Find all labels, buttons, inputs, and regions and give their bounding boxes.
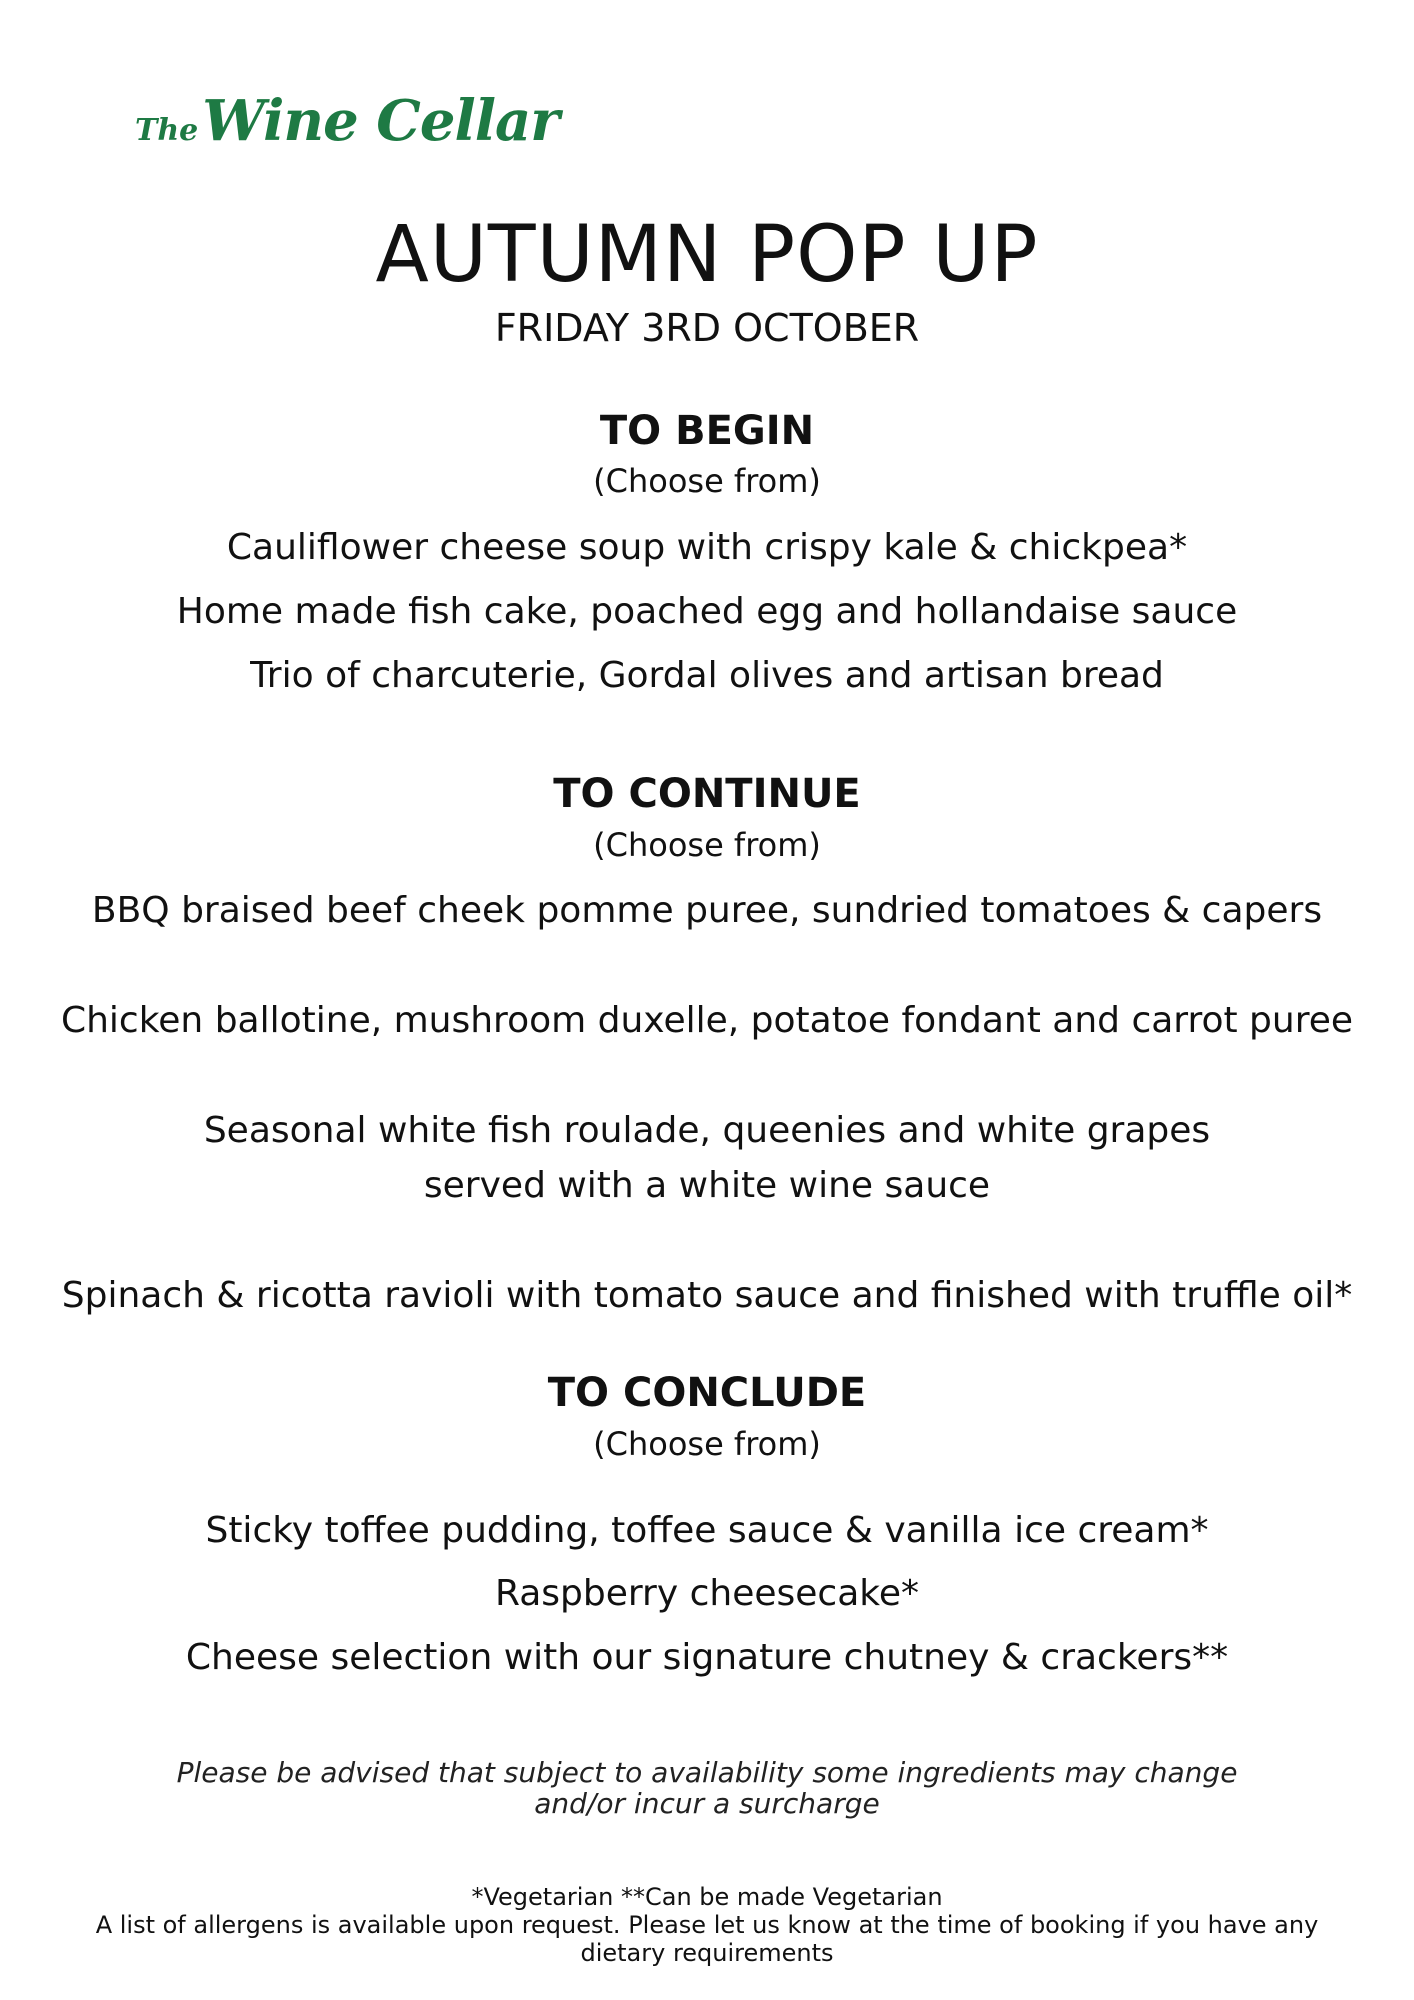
menu-item-dessert: Sticky toffee pudding, toffee sauce & vanilla ice cream* [205, 1510, 1209, 1551]
menu-item-main-continued: served with a white wine sauce [423, 1165, 991, 1206]
menu-item-main: Chicken ballotine, mushroom duxelle, potatoe fondant and carrot puree [60, 1000, 1354, 1041]
menu-item-dessert: Raspberry cheesecake* [495, 1573, 919, 1614]
logo-name: Wine Cellar [202, 88, 559, 154]
section-heading-conclude: TO CONCLUDE [547, 1370, 867, 1416]
menu-item-starter: Cauliflower cheese soup with crispy kale & chickpea* [226, 527, 1188, 568]
menu-date: FRIDAY 3RD OCTOBER [494, 306, 920, 350]
section-note-continue: (Choose from) [593, 826, 821, 864]
availability-disclaimer: Please be advised that subject to availability some ingredients may change [176, 1756, 1238, 1789]
section-note-conclude: (Choose from) [593, 1425, 821, 1463]
allergens-note-continued: dietary requirements [580, 1939, 834, 1967]
section-note-begin: (Choose from) [593, 462, 821, 500]
allergens-note: A list of allergens is available upon request. Please let us know at the time of booking if you have any [95, 1911, 1319, 1939]
menu-item-main: Seasonal white fish roulade, queenies and white grapes [203, 1110, 1211, 1151]
menu-item-main: BBQ braised beef cheek pomme puree, sundried tomatoes & capers [91, 890, 1323, 931]
availability-disclaimer-continued: and/or incur a surcharge [534, 1787, 880, 1820]
vegetarian-legend: *Vegetarian **Can be made Vegetarian [471, 1883, 943, 1911]
menu-item-main: Spinach & ricotta ravioli with tomato sauce and finished with truffle oil* [61, 1275, 1353, 1316]
logo-prefix: The [135, 113, 199, 148]
menu-title: AUTUMN POP UP [375, 210, 1039, 300]
menu-item-starter: Home made fish cake, poached egg and hollandaise sauce [176, 591, 1238, 632]
menu-item-starter: Trio of charcuterie, Gordal olives and artisan bread [250, 655, 1164, 696]
menu-item-dessert: Cheese selection with our signature chutney & crackers** [185, 1637, 1229, 1678]
wine-cellar-logo [135, 88, 559, 154]
section-heading-continue: TO CONTINUE [553, 771, 861, 817]
section-heading-begin: TO BEGIN [599, 408, 815, 454]
